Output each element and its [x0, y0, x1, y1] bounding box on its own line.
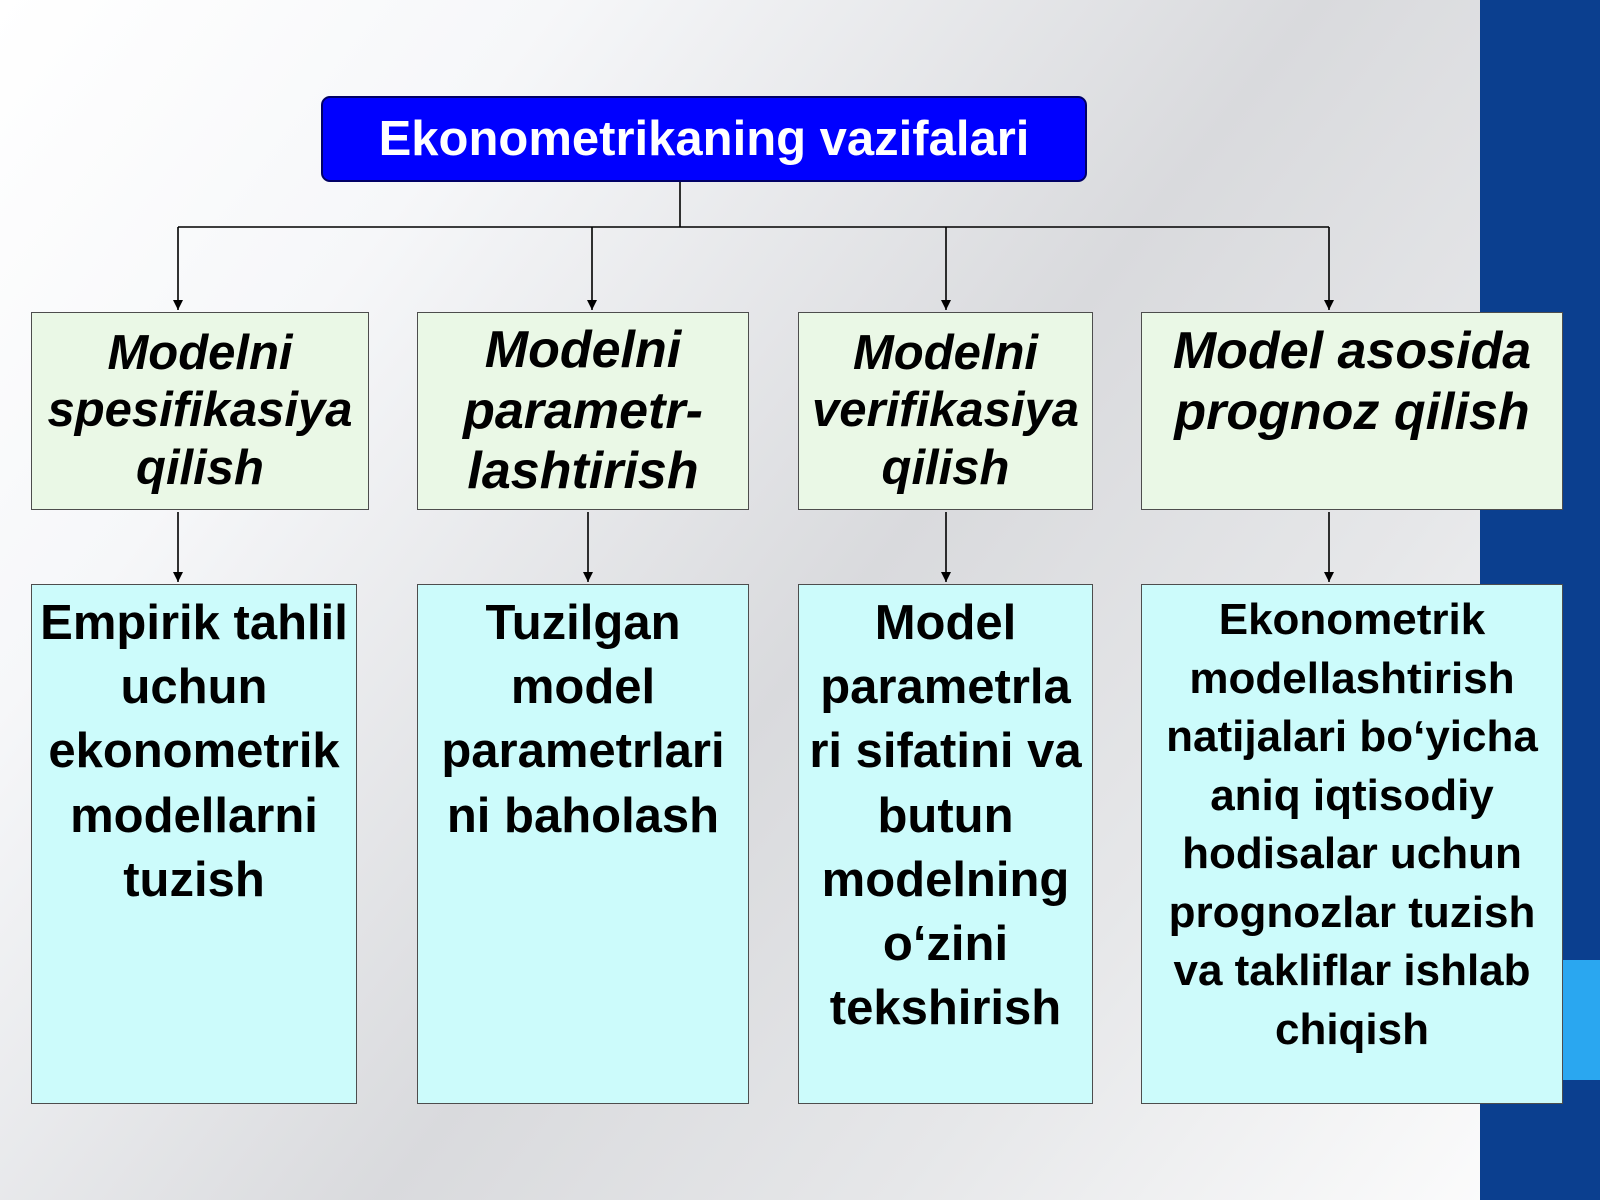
task-box-2: [417, 312, 749, 510]
task-box-3: [798, 312, 1093, 510]
task-box-1: [31, 312, 369, 510]
detail-text: Empirik tahlil uchun ekonometrik modellarni tuzish: [40, 596, 348, 907]
detail-text: Model parametrla ri sifatini va butun modelning o‘zini tekshirish: [809, 596, 1082, 1036]
task-label: Model asosida prognoz qilish: [1172, 322, 1532, 441]
detail-box-3: [798, 584, 1093, 1104]
task-label: Modelni parametr-lashtirish: [463, 320, 703, 501]
detail-box-1: [31, 584, 357, 1104]
task-label: Modelni verifikasiya qilish: [812, 326, 1079, 495]
title-box: [321, 96, 1087, 182]
detail-box-2: [417, 584, 749, 1104]
detail-text: Tuzilgan model parametrlari ni baholash: [441, 596, 725, 843]
task-box-4: [1141, 312, 1563, 510]
title-text: Ekonometrikaning vazifalari: [378, 112, 1030, 166]
detail-text: Ekonometrik modellashtirish natijalari bo‘yicha aniq iqtisodiy hodisalar uchun prognozlar tuzish va takliflar ishlab chiqish: [1166, 595, 1538, 1054]
task-label: Modelni spesifikasiya qilish: [47, 326, 353, 495]
detail-box-4: [1141, 584, 1563, 1104]
